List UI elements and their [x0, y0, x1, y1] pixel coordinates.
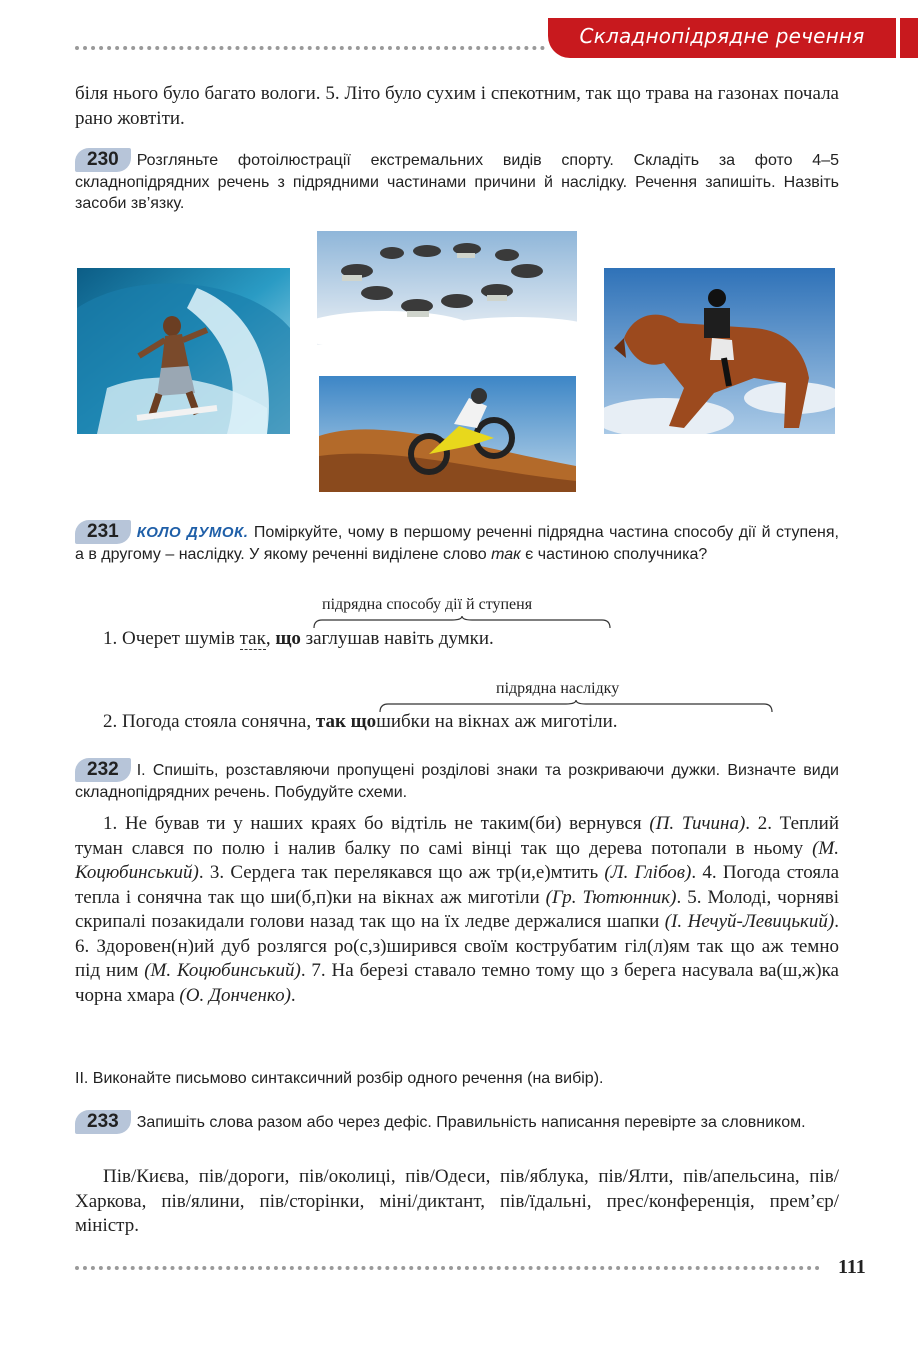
surfer-photo [77, 268, 290, 434]
task-232-part2: ІІ. Виконайте письмово синтаксичний розбір одного речення (на вибір). [75, 1070, 604, 1087]
task-230-text: Розгляньте фотоілюстрації екстремальних видів спорту. Складіть за фото 4–5 складнопідрядних речень з підрядними частинами причини й наслідку. Речення запишіть. Назвіть засоби зв’язку. [75, 152, 839, 212]
sentence-end: . [290, 984, 296, 1006]
brace-label-2: підрядна наслідку [496, 680, 620, 697]
example-2-end: шибки на вікнах аж миготіли. [376, 711, 618, 732]
task-231 [75, 520, 839, 565]
continuation-paragraph: біля нього було багато вологи. 5. Літо було сухим і спекотним, так що трава на газонах почала рано жовтіти. [75, 83, 839, 129]
task-233-text: Запишіть слова разом або через дефіс. Правильність написання перевірте за словником. [136, 1114, 806, 1131]
example-2-conjunction: так що [315, 711, 377, 732]
example-1-end: заглушав навіть думки. [305, 628, 494, 649]
author-2: (М. Коцюбинський) [75, 837, 839, 883]
motocross-photo [319, 376, 576, 492]
task-231-word: так [491, 546, 521, 563]
header-dotted-rule [75, 46, 545, 50]
sentence-6: . 6. Здоровен(н)ий дуб розлягся ро(с,з)ширився своїм кострубатим гіл(л)ям так що аж темно під ним [75, 911, 840, 981]
sentence-3: . 3. Сердега так перелякався що аж тр(и,е)мтить [198, 862, 599, 883]
author-6: (М. Коцюбинський) [144, 960, 301, 981]
task-231-text-a: Поміркуйте, чому в першому реченні підрядна частина способу дії й ступеня, а в другому – наслідку. У якому реченні виділене слово [75, 524, 839, 563]
task-232-text: І. Спишіть, розставляючи пропущені розділові знаки та розкриваючи дужки. Визначте види складнопідрядних речень. Побудуйте схеми. [75, 762, 839, 801]
task-233 [75, 1110, 839, 1134]
footer-dotted-rule [75, 1266, 820, 1270]
example-2-start: 2. Погода стояла сонячна, [103, 711, 312, 732]
horse-jumping-photo [604, 268, 835, 434]
author-3: (Л. Глібов) [604, 862, 692, 883]
example-2 [103, 711, 618, 733]
task-230 [75, 148, 839, 214]
skydivers-photo [317, 231, 577, 345]
banner-edge [900, 18, 918, 58]
author-1: (П. Тичина) [649, 813, 746, 834]
example-1-start: 1. Очерет шумів [103, 628, 235, 649]
page-number: 111 [838, 1256, 866, 1278]
sentence-1: 1. Не бував ти у наших краях бо відтіль не таким(би) вернувся [103, 813, 642, 834]
author-5: (І. Нечуй-Левицький) [664, 911, 835, 932]
sentence-5: . 5. Молоді, чорняві скрипалі позакидали голови назад так що на їх ледве держалися шапки [75, 886, 840, 932]
task-232-sentences [75, 812, 839, 1008]
kolo-dumok-label: КОЛО ДУМОК. [136, 524, 249, 541]
author-4: (Гр. Тютюнник) [545, 886, 677, 908]
section-title: Складнопідрядне речення [579, 24, 865, 48]
example-1 [103, 628, 494, 650]
example-1-comma: , [265, 628, 271, 649]
example-1-shcho: що [275, 628, 301, 649]
task-number: 232 [75, 758, 131, 782]
brace-label-1: підрядна способу дії й ступеня [322, 596, 533, 613]
sentence-2: . 2. Теплий туман слався по полю і налив балку по самі вінці так що дерева потопали в ньому [75, 813, 839, 859]
task-number: 230 [75, 148, 131, 172]
section-banner [548, 18, 896, 58]
sentence-7: . 7. На березі ставало темно тому що з берега насувала ва(ш,ж)ка чорна хмара [75, 960, 839, 1006]
task-number: 233 [75, 1110, 131, 1134]
author-7: (О. Донченко) [179, 984, 291, 1006]
task-233-words: Пів/Києва, пів/дороги, пів/околиці, пів/Одеси, пів/яблука, пів/Ялти, пів/апельсина, пів/Харкова, пів/ялини, пів/сторінки, міні/диктант, пів/їдальні, прес/конференція, прем’єр/міністр. [75, 1166, 839, 1236]
sentence-4: . 4. Погода стояла тепла і сонячна так що ши(б,п)ки на вікнах аж миготіли [75, 862, 839, 908]
task-number: 231 [75, 520, 131, 544]
task-232 [75, 758, 839, 803]
example-1-tak: так [239, 628, 266, 649]
task-231-text-b: є частиною сполучника? [525, 546, 708, 563]
